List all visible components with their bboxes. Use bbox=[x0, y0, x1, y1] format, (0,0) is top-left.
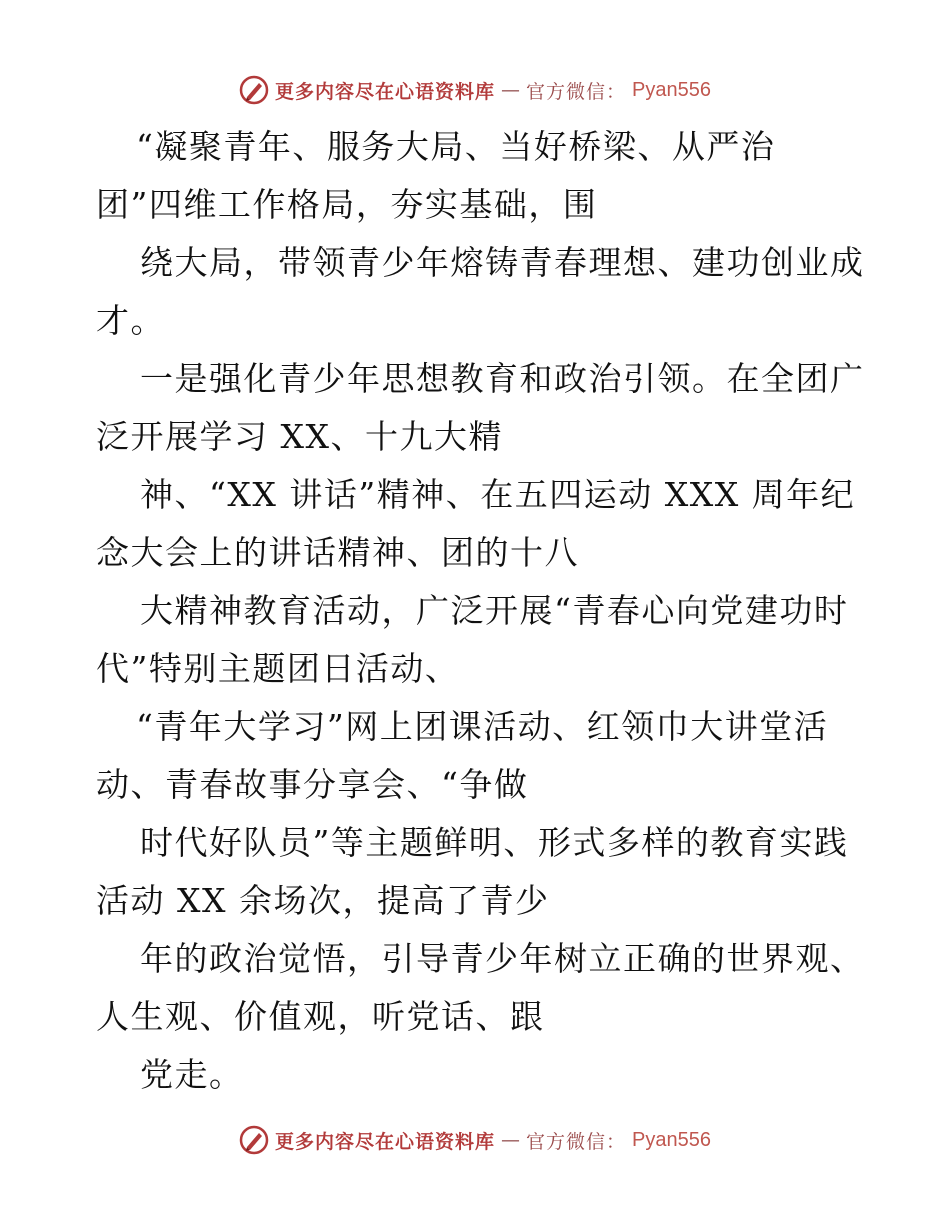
header-dash: — bbox=[501, 79, 521, 101]
text-line: “凝聚青年、服务大局、当好桥梁、从严治 bbox=[136, 127, 776, 166]
footer-wechat-label: 官方微信： bbox=[526, 1130, 627, 1153]
text-line: 活动 XX 余场次，提高了青少 bbox=[96, 881, 550, 920]
pen-logo-icon bbox=[239, 1125, 269, 1155]
text-line: “青年大学习”网上团课活动、红领巾大讲堂活 bbox=[136, 707, 829, 746]
header-brand-text: 更多内容尽在心语资料库 bbox=[275, 80, 496, 103]
footer-brand-text: 更多内容尽在心语资料库 bbox=[275, 1130, 496, 1153]
text-line: 才。 bbox=[96, 301, 165, 340]
text-line: 团”四维工作格局，夯实基础，围 bbox=[96, 185, 598, 224]
pen-logo-icon bbox=[239, 75, 269, 105]
text-line: 泛开展学习 XX、十九大精 bbox=[96, 417, 503, 456]
footer-wechat-id: Pyan556 bbox=[632, 1128, 711, 1151]
header-wechat-label: 官方微信： bbox=[526, 80, 627, 103]
text-line: 念大会上的讲话精神、团的十八 bbox=[96, 533, 579, 572]
text-line: 人生观、价值观，听党话、跟 bbox=[96, 997, 545, 1036]
text-line: 代”特别主题团日活动、 bbox=[96, 649, 460, 688]
footer-watermark-banner bbox=[0, 1120, 950, 1160]
text-line: 绕大局，带领青少年熔铸青春理想、建功创业成 bbox=[140, 243, 865, 282]
text-line: 神、“XX 讲话”精神、在五四运动 XXX 周年纪 bbox=[140, 475, 856, 514]
footer-dash: — bbox=[501, 1129, 521, 1151]
text-line: 大精神教育活动，广泛开展“青春心向党建功时 bbox=[140, 591, 849, 630]
text-line: 动、青春故事分享会、“争做 bbox=[96, 765, 529, 804]
text-line: 党走。 bbox=[140, 1055, 244, 1094]
header-watermark-banner bbox=[0, 70, 950, 110]
text-line: 时代好队员”等主题鲜明、形式多样的教育实践 bbox=[140, 823, 849, 862]
text-line: 一是强化青少年思想教育和政治引领。在全团广 bbox=[140, 359, 865, 398]
header-wechat-id: Pyan556 bbox=[632, 78, 711, 101]
text-line: 年的政治觉悟，引导青少年树立正确的世界观、 bbox=[140, 939, 865, 978]
document-body bbox=[96, 118, 865, 1104]
